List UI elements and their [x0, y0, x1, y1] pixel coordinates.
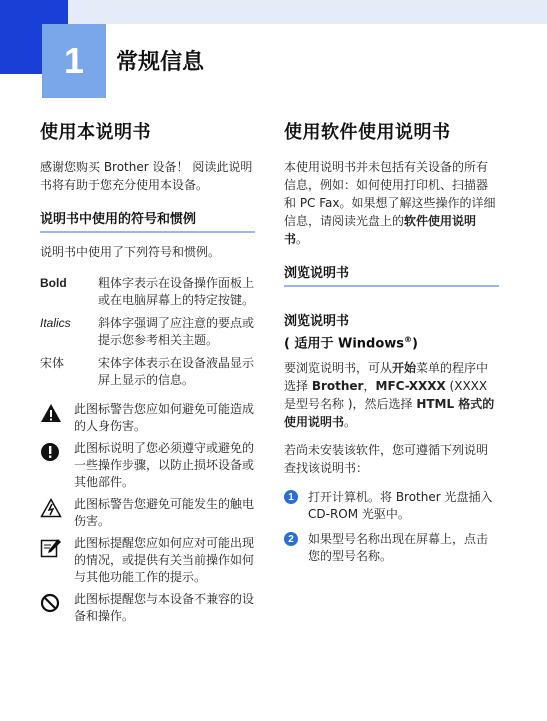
icon-legend: [40, 401, 255, 625]
electrical-hazard-icon: [40, 498, 62, 518]
conventions-heading: 说明书中使用的符号和惯例: [40, 208, 255, 233]
header-band: [0, 0, 547, 24]
intro-end: 。: [296, 232, 309, 246]
para-text: 。: [344, 415, 357, 430]
icon-desc: 此图标提醒您与本设备不兼容的设备和操作。: [74, 592, 255, 623]
convention-term: 宋体: [40, 356, 65, 370]
intro-paragraph: 感谢您购买 Brother 设备！ 阅读此说明书将有助于您充分使用本设备。: [40, 160, 253, 192]
warning-triangle-icon: [40, 403, 62, 423]
icon-desc: 此图标警告您应如何避免可能造成的人身伤害。: [74, 402, 255, 433]
registered-mark: ®: [404, 335, 413, 344]
steps-list: [284, 489, 499, 565]
step-number-badge: 2: [284, 532, 298, 546]
para-text: 菜单的程序中选择: [284, 361, 489, 394]
step-item: [284, 489, 499, 523]
convention-row-italics: [40, 315, 255, 349]
step-text: 打开计算机。将 Brother 光盘插入 CD-ROM 光驱中。: [308, 490, 493, 522]
html-manual-bold: HTML 格式的使用说明书: [284, 397, 495, 430]
conventions-intro: 说明书中使用了下列符号和惯例。: [40, 245, 221, 259]
section-title-using-manual: 使用本说明书: [40, 122, 151, 143]
subheading-windows: ( 适用于 Windows: [284, 336, 405, 352]
convention-desc: 斜体字强调了应注意的要点或提示您参考相关主题。: [98, 316, 255, 347]
browse-paragraph: [284, 359, 499, 431]
exclamation-circle-icon: [40, 442, 60, 462]
chapter-number: 1: [42, 24, 106, 98]
icon-desc: 此图标提醒您应如何应对可能出现的情况，或提供有关当前操作如何与其他功能工作的提示。: [74, 536, 255, 584]
icon-desc: 此图标警告您避免可能发生的触电伤害。: [74, 497, 255, 528]
convention-row-songti: [40, 355, 255, 389]
convention-desc: 宋体字体表示在设备液晶显示屏上显示的信息。: [98, 356, 255, 387]
intro-text: 本使用说明书并未包括有关设备的所有信息，例如：如何使用打印机、扫描器和 PC Fax。如果想了解这些操作的详细信息，请阅读光盘上的: [284, 160, 496, 228]
chapter-title: 常规信息: [116, 50, 205, 75]
note-pencil-icon: [40, 537, 62, 559]
subheading-line2: [284, 331, 499, 353]
browse-subheading: [284, 313, 499, 353]
para-text: (XXXX 是型号名称 )，然后选择: [284, 379, 488, 412]
subheading-line1: 浏览说明书: [284, 314, 350, 329]
step-text: 如果型号名称出现在屏幕上，点击您的型号名称。: [308, 532, 489, 564]
convention-term: Italics: [40, 316, 71, 330]
icon-desc: 此图标说明了您必须遵守或避免的一些操作步骤，以防止损坏设备或其他部件。: [74, 441, 255, 489]
step-number-badge: 1: [284, 490, 298, 504]
section-title-software-manual: 使用软件使用说明书: [284, 122, 451, 143]
software-intro-paragraph: [284, 158, 499, 248]
para-text: 要浏览说明书，可从: [284, 361, 393, 376]
para-text: ，: [363, 379, 376, 394]
conventions-table: [40, 275, 255, 389]
convention-row-bold: [40, 275, 255, 309]
not-installed-paragraph: 若尚未安装该软件，您可遵循下列说明查找该说明书：: [284, 443, 489, 476]
browse-heading: 浏览说明书: [284, 262, 499, 287]
convention-desc: 粗体字表示在设备操作面板上或在电脑屏幕上的特定按键。: [98, 276, 255, 307]
right-column: [284, 118, 499, 573]
prohibited-icon: [40, 593, 60, 613]
icon-row-caution: [40, 440, 255, 491]
software-manual-bold: 软件使用说明书: [284, 214, 477, 246]
left-column: [40, 118, 255, 630]
start-menu-bold: 开始: [392, 361, 417, 376]
step-item: [284, 531, 499, 565]
icon-row-electrical: [40, 496, 255, 530]
convention-term: Bold: [40, 276, 67, 290]
icon-row-warning: [40, 401, 255, 435]
subheading-close: ): [412, 336, 418, 352]
brother-bold: Brother: [311, 379, 364, 394]
icon-row-prohibited: [40, 591, 255, 625]
icon-row-note: [40, 535, 255, 586]
model-bold: MFC-XXXX: [375, 379, 446, 394]
